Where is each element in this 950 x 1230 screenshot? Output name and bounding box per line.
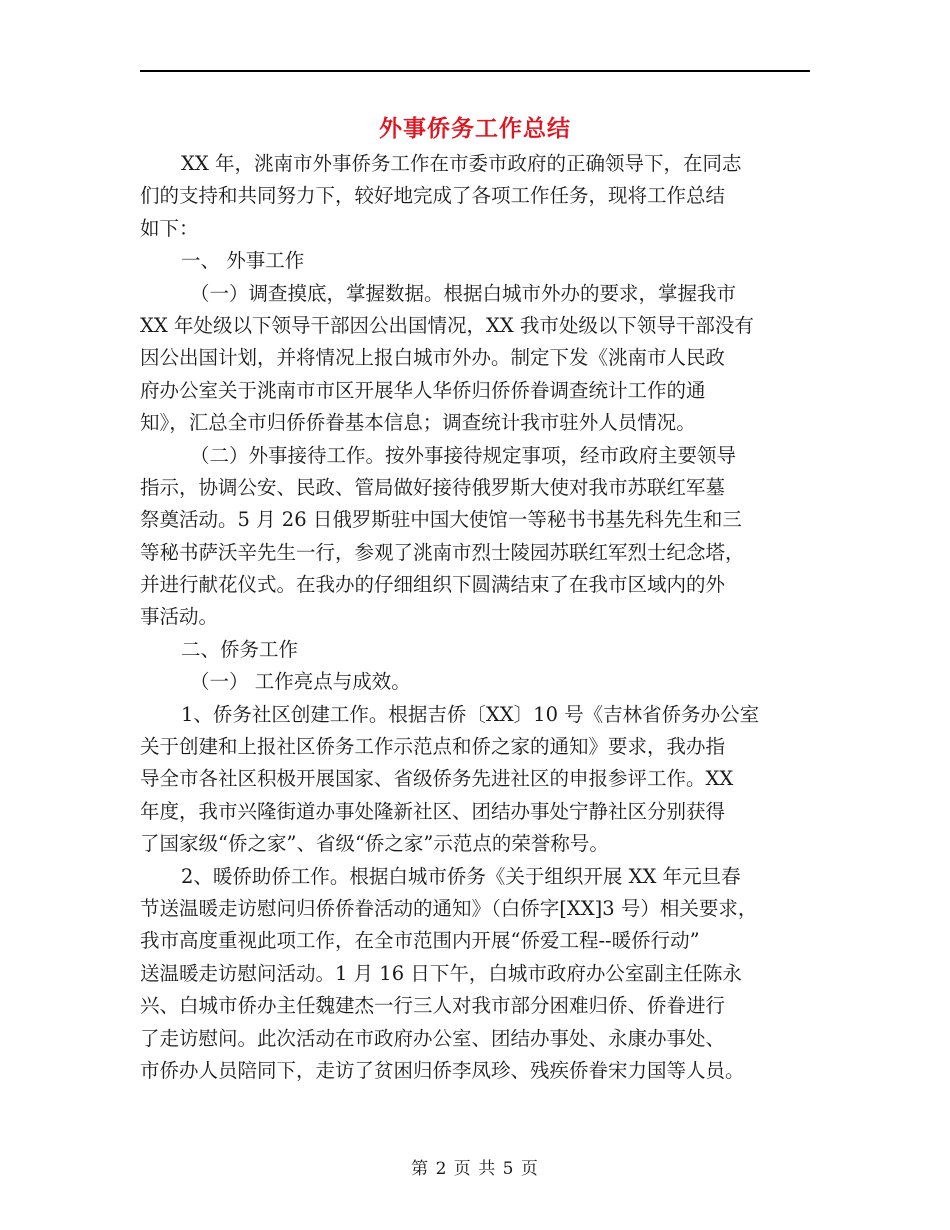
paragraph-line: 市侨办人员陪同下，走访了贫困归侨李凤珍、残疾侨眷宋力国等人员。 bbox=[140, 1058, 745, 1082]
paragraph-line: （二）外事接待工作。按外事接待规定事项，经市政府主要领导 bbox=[190, 443, 737, 467]
paragraph-line: 我市高度重视此项工作，在全市范围内开展“侨爱工程--暖侨行动” bbox=[140, 929, 700, 953]
header-rule bbox=[140, 70, 810, 72]
paragraph-line: 二、侨务工作 bbox=[181, 637, 299, 661]
paragraph-line: 送温暖走访慰问活动。1 月 16 日下午，白城市政府办公室副主任陈永 bbox=[140, 961, 742, 985]
document-title: 外事侨务工作总结 bbox=[379, 115, 571, 142]
paragraph-line: 了国家级“侨之家”、省级“侨之家”示范点的荣誉称号。 bbox=[140, 832, 609, 856]
paragraph-line: 节送温暖走访慰问归侨侨眷活动的通知》（白侨字[XX]3 号）相关要求， bbox=[140, 896, 758, 920]
paragraph-line: 府办公室关于洮南市市区开展华人华侨归侨侨眷调查统计工作的通 bbox=[140, 378, 706, 402]
paragraph-line: 导全市各社区积极开展国家、省级侨务先进社区的申报参评工作。XX bbox=[140, 767, 734, 791]
paragraph-line: 们的支持和共同努力下，较好地完成了各项工作任务，现将工作总结 bbox=[140, 184, 726, 208]
paragraph-line: （一）调查摸底，掌握数据。根据白城市外办的要求，掌握我市 bbox=[190, 281, 737, 305]
paragraph-line: 因公出国计划，并将情况上报白城市外办。制定下发《洮南市人民政 bbox=[140, 346, 726, 370]
paragraph-line: （一） 工作亮点与成效。 bbox=[190, 670, 411, 694]
paragraph-line: 并进行献花仪式。在我办的仔细组织下圆满结束了在我市区域内的外 bbox=[140, 573, 726, 597]
paragraph-line: 关于创建和上报社区侨务工作示范点和侨之家的通知》要求，我办指 bbox=[140, 735, 726, 759]
paragraph-line: 了走访慰问。此次活动在市政府办公室、团结办事处、永康办事处、 bbox=[140, 1026, 726, 1050]
paragraph-line: 祭奠活动。5 月 26 日俄罗斯驻中国大使馆一等秘书书基先科先生和三 bbox=[140, 508, 742, 532]
document-body bbox=[140, 148, 810, 1087]
paragraph-line: 2、暖侨助侨工作。根据白城市侨务《关于组织开展 XX 年元旦春 bbox=[181, 864, 741, 888]
paragraph-line: 知》，汇总全市归侨侨眷基本信息；调查统计我市驻外人员情况。 bbox=[140, 411, 696, 435]
paragraph-line: XX 年处级以下领导干部因公出国情况，XX 我市处级以下领导干部没有 bbox=[140, 313, 754, 337]
paragraph-line: 如下： bbox=[140, 216, 199, 240]
page-number-footer: 第 2 页 共 5 页 bbox=[411, 1159, 539, 1179]
paragraph-line: 一、 外事工作 bbox=[181, 249, 305, 273]
paragraph-line: 指示，协调公安、民政、管局做好接待俄罗斯大使对我市苏联红军墓 bbox=[140, 475, 726, 499]
paragraph-line: 年度，我市兴隆街道办事处隆新社区、团结办事处宁静社区分别获得 bbox=[140, 799, 726, 823]
paragraph-line: 1、侨务社区创建工作。根据吉侨〔XX〕10 号《吉林省侨务办公室 bbox=[181, 702, 760, 726]
paragraph-line: XX 年，洮南市外事侨务工作在市委市政府的正确领导下，在同志 bbox=[181, 152, 742, 175]
paragraph-line: 兴、白城市侨办主任魏建杰一行三人对我市部分困难归侨、侨眷进行 bbox=[140, 994, 726, 1018]
paragraph-line: 事活动。 bbox=[140, 605, 219, 629]
paragraph-line: 等秘书萨沃辛先生一行，参观了洮南市烈士陵园苏联红军烈士纪念塔， bbox=[140, 540, 745, 564]
